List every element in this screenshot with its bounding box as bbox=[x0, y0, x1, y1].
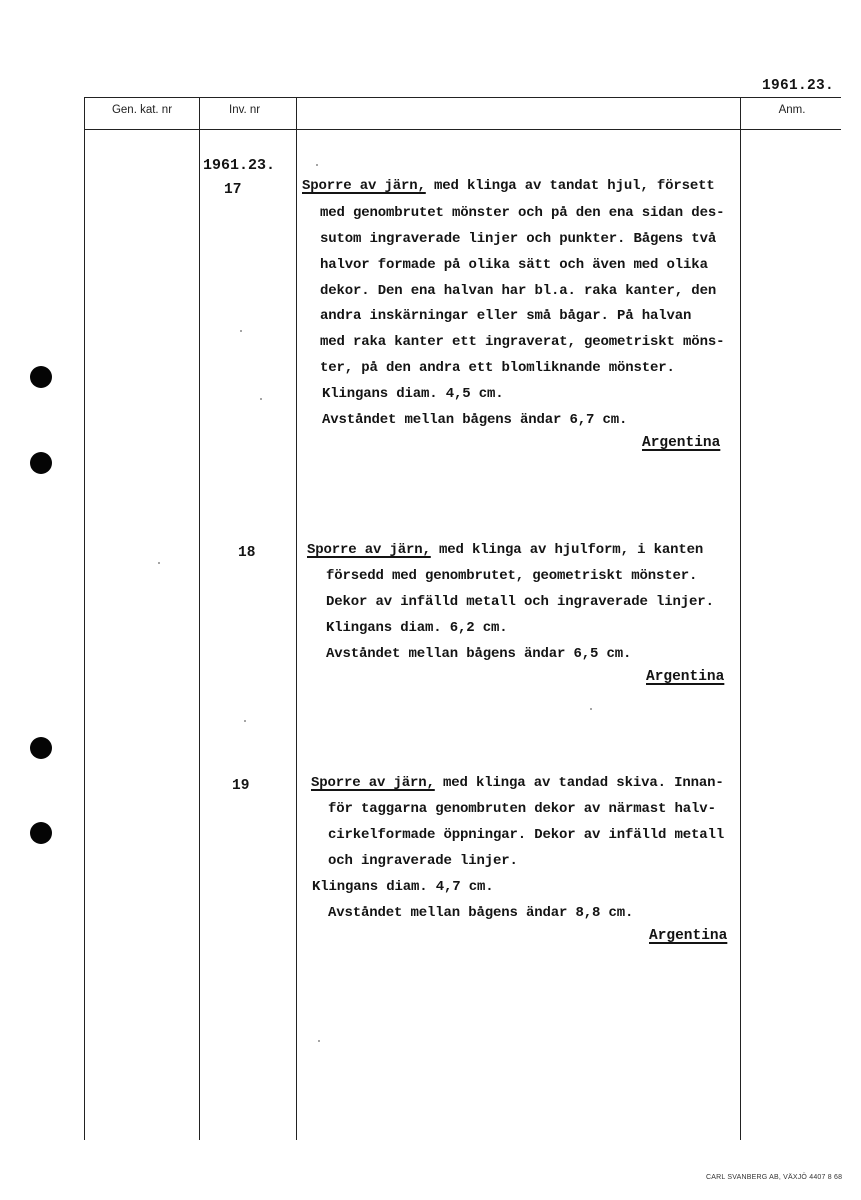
header-bottom-rule bbox=[84, 129, 841, 130]
entry-17-line-8: ter, på den andra ett blomliknande mönster. bbox=[320, 360, 675, 376]
entry-18-line-4: Klingans diam. 6,2 cm. bbox=[326, 620, 508, 636]
page-number: 1961.23. bbox=[762, 78, 835, 94]
column-divider-gen-inv bbox=[199, 97, 200, 1140]
entry-18-line-3: Dekor av infälld metall och ingraverade linjer. bbox=[326, 594, 714, 610]
entry-17-origin: Argentina bbox=[642, 435, 721, 451]
scan-speck bbox=[240, 330, 242, 332]
entry-19-line-5: Klingans diam. 4,7 cm. bbox=[312, 879, 494, 895]
scan-speck bbox=[318, 1040, 320, 1042]
column-divider-desc-anm bbox=[740, 97, 741, 1140]
entry-19-line-4: och ingraverade linjer. bbox=[328, 853, 518, 869]
entry-18-line-2: försedd med genombrutet, geometriskt mönster. bbox=[326, 568, 698, 584]
column-header-anm: Anm. bbox=[778, 104, 806, 116]
scan-speck bbox=[260, 398, 262, 400]
entry-19-title: Sporre av järn, bbox=[311, 775, 435, 791]
entry-17-line-4: halvor formade på olika sätt och även med olika bbox=[320, 257, 708, 273]
entry-17-line-1 bbox=[302, 178, 715, 194]
entry-19-line-3: cirkelformade öppningar. Dekor av infälld metall bbox=[328, 827, 725, 843]
entry-19-first-line-rest: med klinga av tandad skiva. Innan- bbox=[434, 775, 724, 791]
entry-17-title: Sporre av järn, bbox=[302, 178, 426, 194]
column-divider-inv-desc bbox=[296, 97, 297, 1140]
column-divider-left-edge bbox=[84, 97, 85, 1140]
header-top-rule bbox=[84, 97, 841, 98]
entry-17-line-5: dekor. Den ena halvan har bl.a. raka kanter, den bbox=[320, 283, 717, 299]
entry-18-origin: Argentina bbox=[646, 669, 725, 685]
entry-18-title: Sporre av järn, bbox=[307, 542, 431, 558]
scan-speck bbox=[316, 164, 318, 166]
printer-mark: CARL SVANBERG AB, VÄXJÖ 4407 8 68 bbox=[706, 1174, 843, 1181]
binder-hole-1 bbox=[30, 366, 52, 388]
entry-17-line-10: Avståndet mellan bågens ändar 6,7 cm. bbox=[322, 412, 628, 428]
inv-series-header: 1961.23. bbox=[203, 157, 276, 174]
inv-number-18: 18 bbox=[238, 545, 256, 561]
entry-19-line-6: Avståndet mellan bågens ändar 8,8 cm. bbox=[328, 905, 634, 921]
entry-18-line-5: Avståndet mellan bågens ändar 6,5 cm. bbox=[326, 646, 632, 662]
entry-19-line-1 bbox=[311, 775, 724, 791]
entry-18-line-1 bbox=[307, 542, 703, 558]
binder-hole-4 bbox=[30, 822, 52, 844]
inv-number-17: 17 bbox=[224, 182, 242, 198]
scan-speck bbox=[158, 562, 160, 564]
entry-19-origin: Argentina bbox=[649, 928, 728, 944]
scan-speck bbox=[590, 708, 592, 710]
entry-17-line-6: andra inskärningar eller små bågar. På halvan bbox=[320, 308, 692, 324]
binder-hole-2 bbox=[30, 452, 52, 474]
entry-17-line-9: Klingans diam. 4,5 cm. bbox=[322, 386, 504, 402]
scan-speck bbox=[244, 720, 246, 722]
entry-17-line-2: med genombrutet mönster och på den ena sidan des- bbox=[320, 205, 725, 221]
column-header-inv-nr: Inv. nr bbox=[229, 104, 261, 116]
inv-number-19: 19 bbox=[232, 778, 250, 794]
entry-17-first-line-rest: med klinga av tandat hjul, försett bbox=[425, 178, 715, 194]
entry-17-line-7: med raka kanter ett ingraverat, geometriskt möns- bbox=[320, 334, 725, 350]
entry-19-line-2: för taggarna genombruten dekor av närmast halv- bbox=[328, 801, 716, 817]
binder-hole-3 bbox=[30, 737, 52, 759]
entry-18-first-line-rest: med klinga av hjulform, i kanten bbox=[430, 542, 704, 558]
column-header-gen-kat-nr: Gen. kat. nr bbox=[111, 104, 173, 116]
entry-17-line-3: sutom ingraverade linjer och punkter. Bågens två bbox=[320, 231, 717, 247]
